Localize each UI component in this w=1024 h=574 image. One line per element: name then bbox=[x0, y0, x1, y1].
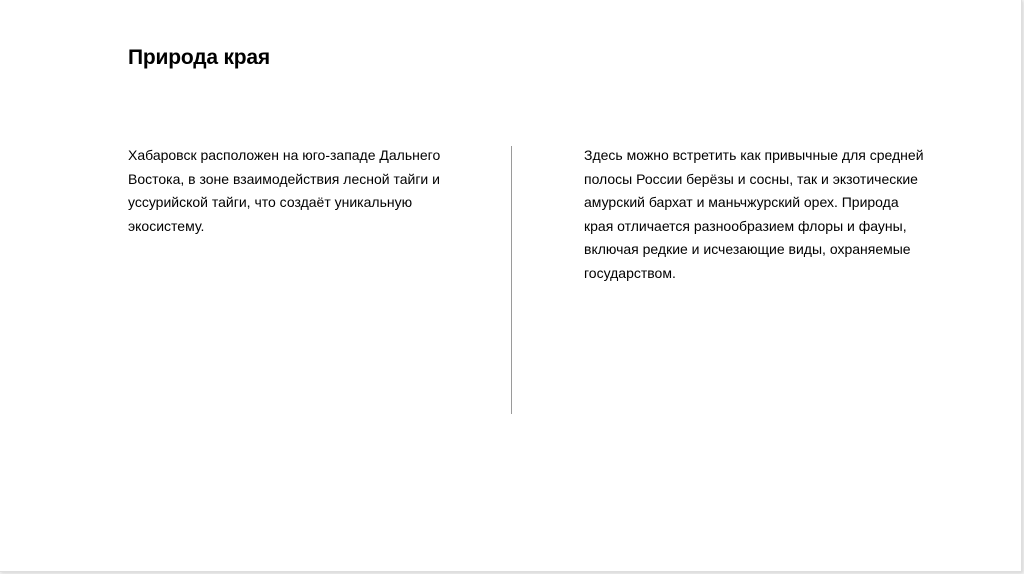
slide-title: Природа края bbox=[128, 46, 270, 69]
left-paragraph: Хабаровск расположен на юго-западе Дальнего Востока, в зоне взаимодействия лесной тайги и уссурийской тайги, что создаёт уникальную экосистему. bbox=[128, 147, 441, 234]
column-divider bbox=[511, 146, 512, 414]
right-paragraph: Здесь можно встретить как привычные для средней полосы России берёзы и сосны, так и экзотические амурский бархат и маньчжурский орех. Природа края отличается разнообразием флоры и фауны, включая редкие и исчезающие виды, охраняемые государством. bbox=[584, 147, 924, 281]
